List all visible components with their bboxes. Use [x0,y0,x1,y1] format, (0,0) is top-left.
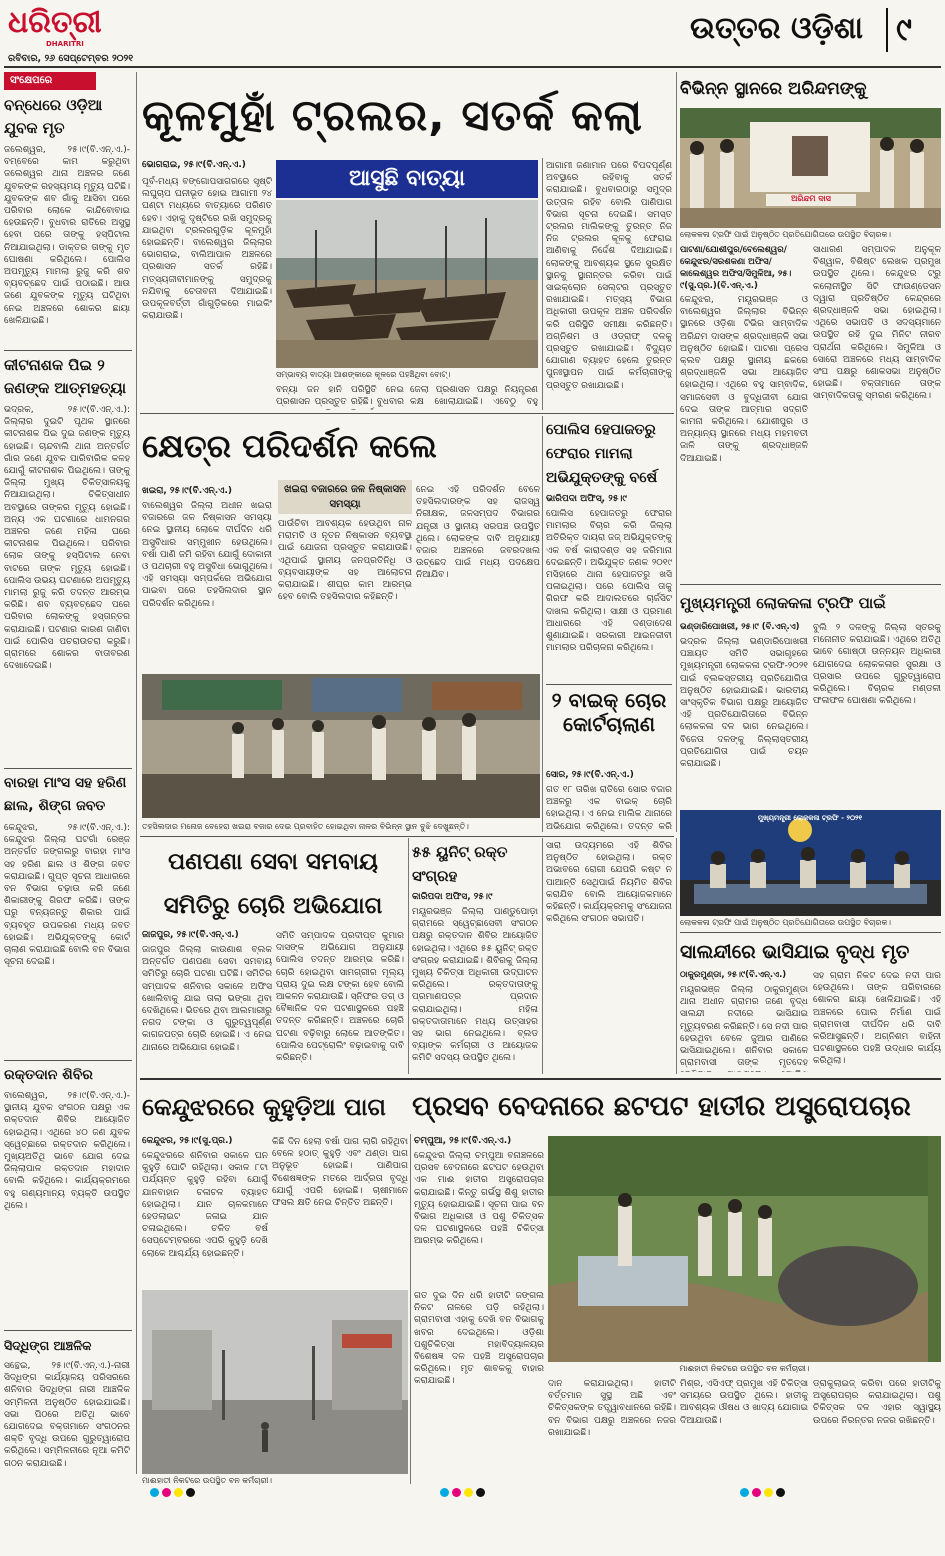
brief-headline-4: ରକ୍ତଦାନ ଶିବିର [4,1067,93,1083]
lead1-dateline: ଭୋଗରାଇ, ୨୫।୯(ବି.ଏନ୍‌.ଏ.) [142,160,246,170]
magenta-reg-mark-3 [752,1488,761,1497]
blood-collection-body-1: ମୟୂରଭଞ୍ଜ ଜିଲ୍ଲା ପାଣ୍ଡୁପୋଡ଼ା ଗ୍ରାମରେ ସ୍ୱେଚ୍ଛାସେବୀ ସଂଗଠନ ପକ୍ଷରୁ ରକ୍ତଦାନ ଶିବିର ଆୟୋଜିତ ହୋଇଥିଲା। ଏଥିରେ ୫୫ ୟୁନିଟ୍ ରକ୍ତ ସଂଗ୍ରହ କରାଯାଇଛି। ଶିବିରକୁ ଜିଲ୍ଲା ମୁଖ୍ୟ ଚିକିତ୍ସା ଅଧିକାରୀ ଉଦ୍‌ଘାଟନ କରିଥିଲେ। ରକ୍ତଦାତାଙ୍କୁ ପ୍ରମାଣପତ୍ର ପ୍ରଦାନ କରାଯାଇଥିଲା। ମହିଳା ରକ୍ତଦାତାମାନେ ମଧ୍ୟ ଉତ୍ସାହର ସହ ଭାଗ ନେଇଥିଲେ। ବ୍ଲଡ ବ୍ୟାଙ୍କ କର୍ମଚାରୀ ଓ ଆୟୋଜକ କମିଟି ସଦସ୍ୟ ଉପସ୍ଥିତ ଥିଲେ। [412,907,538,1064]
blood-collection-headline: ୫୫ ୟୁନିଟ୍ ରକ୍ତ ସଂଗ୍ରହ [412,843,508,885]
yellow-reg-mark-3 [764,1488,773,1497]
tribute-body-1: କେନ୍ଦୁଝର, ମୟୂରଭଞ୍ଜ ଓ ବାଲେଶ୍ୱର ଜିଲ୍ଲାର ବିଭିନ୍ନ ସ୍ଥାନରେ ଓଡ଼ିଶା ଟିଭିର ସାମ୍ବାଦିକ ଅରିନ୍ଦମ ଦାସଙ୍କ ଶ୍ରଦ୍ଧାଞ୍ଜଳି ସଭା ଅନୁଷ୍ଠିତ ହୋଇଛି। ପାଟଣା ପ୍ରେସ କ୍ଲବ ପକ୍ଷରୁ ସ୍ଥାନୀୟ ଛକରେ ଶ୍ରଦ୍ଧାଞ୍ଜଳି ସଭା ଆୟୋଜିତ ହୋଇଥିଲା। ଏଥିରେ ବହୁ ସାମ୍ବାଦିକ, ସମାଜସେବୀ ଓ ବୁଦ୍ଧିଜୀବୀ ଯୋଗ ଦେଇ ତାଙ୍କ ଆତ୍ମାର ସଦ୍ଗତି କାମନା କରିଥିଲେ। ଯୋଶୀପୁର ଓ ଅନ୍ୟାନ୍ୟ ସ୍ଥାନରେ ମଧ୍ୟ ମହମବତୀ ଜାଳି ତାଙ୍କୁ ଶ୍ରଦ୍ଧାଞ୍ଜଳି ଦିଆଯାଇଛି। [680,295,808,464]
trawler-photo-caption: ସମ୍ଭାବ୍ୟ ବାତ୍ୟା ଆଶଙ୍କାରେ କୂଳରେ ପହଞ୍ଚିଥିବା ବୋଟ୍‌। [276,370,451,379]
blood-collection-dateline: କାରିପଦା ଅଫିସ, ୨୫।୯ [412,892,493,902]
lead1-body-3: ଜେଲା ପ୍ରଶାସନ ପକ୍ଷରୁ ନିୟନ୍ତ୍ରଣ କକ୍ଷ ଖୋଲାଯାଇଛି। ଏବେଠୁ ବହୁ [410,385,538,408]
fog-street-scene [142,1290,408,1474]
magenta-reg-mark-2 [452,1488,461,1497]
lead2-body-1: ବାଲେଶ୍ୱର ଜିଲ୍ଲା ଅଧୀନ ଖଇରା ବଜାରରେ ଜଳ ନିଷ୍କାସନ ସମସ୍ୟା ନେଇ ସ୍ଥାନୀୟ ଲୋକେ ଦୀର୍ଘଦିନ ଧରି ଅସୁବିଧାର ସମ୍ମୁଖୀନ ହେଉଥିଲେ। ବର୍ଷା ପାଣି ଜମି ରହିବା ଯୋଗୁଁ ଦୋକାନୀ ଓ ପଥଚାରୀ ବହୁ ଅସୁବିଧା ଭୋଗୁଥିଲେ। ଏହି ସମସ୍ୟା ସମ୍ପର୍କରେ ଅଭିଯୋଗ ପାଇବା ପରେ ତହସିଲଦାର ସ୍ଥାନ ପରିଦର୍ଶନ କରିଥିଲେ। [142,501,272,609]
briefs-tag: ସଂକ୍ଷେପରେ [4,72,96,90]
brief-body-5: ସନ୍ଥେଇ, ୨୫।୯(ବି.ଏନ୍‌.ଏ.)-ନାରୀ ସିଦ୍ଧିଙ୍ଗ କାର୍ଯ୍ୟାଳୟ ପରିସରରେ ଶନିବାର ସିଦ୍ଧିଙ୍ଗ ନାରୀ ଆଞ୍ଚଳିକ ସମ୍ମିଳନୀ ଅନୁଷ୍ଠିତ ହୋଇଯାଇଛି। ସଭା ପିଠରେ ଅତିଥି ଭାବେ ଯୋଗଦେଇ ବକ୍ତାମାନେ ସଂଗଠନର ଶକ୍ତି ବୃଦ୍ଧି ଉପରେ ଗୁରୁତ୍ୱାରୋପ କରିଥିଲେ। ସମ୍ମିଳନୀରେ ନୂଆ କମିଟି ଗଠନ କରାଯାଇଛି। [4,1361,130,1469]
folk-art-photo [680,810,941,916]
fog-headline: କେନ୍ଦୁଝରରେ କୁହୁଡ଼ିଆ ପାଗ [142,1093,386,1121]
tahasildar-photo-caption: ତହସିଲଦାର ମନୋଜ ବେହେରା ଖଇରା ବଜାର ଦେଇ ପ୍ରବାହିତ ହୋଇଥିବା ନାଳର ବିଭିନ୍ନ ସ୍ଥାନ ବୁଝି ଦେଖୁଛନ୍ତି। [142,822,469,831]
brief-body-1: ଜଲେଶ୍ୱର, ୨୫।୯(ବି.ଏନ୍‌.ଏ.)-ବମ୍ବେରେ କାମ କରୁଥିବା ଜଲେଶ୍ୱର ଥାନା ଅଞ୍ଚଳର ଜଣେ ଯୁବକଙ୍କ ରହସ୍ୟମୟ ମୃତ୍ୟୁ ଘଟିଛି। ଯୁବକଙ୍କ ଶବ ଗାଁକୁ ଆସିବା ପରେ ପରିବାର ଲୋକେ କାନ୍ଦିବୋବାଇ ହେଉଛନ୍ତି। ବୁଧବାର ରାତିରେ ଅସୁସ୍ଥ ହେବା ପରେ ତାଙ୍କୁ ହସ୍ପିଟାଲ ନିଆଯାଇଥିଲା। ଡାକ୍ତର ତାଙ୍କୁ ମୃତ ଘୋଷଣା କରିଥିଲେ। ପୋଲିସ ଅପମୃତ୍ୟୁ ମାମଲା ରୁଜୁ କରି ଶବ ବ୍ୟବଚ୍ଛେଦ ପାଇଁ ପଠାଇଛି। ଆଉ ଜଣେ ଯୁବକଙ୍କ ମୃତ୍ୟୁ ଘଟିଥିବା ନେଇ ଅଞ୍ଚଳରେ ଶୋକର ଛାୟା ଖେଳିଯାଇଛି। [4,145,130,326]
trawler-photo [276,200,538,368]
folk-art-stage-banner: ମୁଖ୍ୟମନ୍ତ୍ରୀ ଲୋକକଳା ଟ୍ରଫି - ୨୦୨୧ [757,814,863,822]
fog-body-2: କିଛି ଦିନ ହେଲା ବର୍ଷା ପାଗ ଲାଗି ରହିଥିବା ବେଳେ ହଠାତ୍ କୁହୁଡ଼ି ଏବଂ ଥଣ୍ଡା ପାଗ ଅନୁଭୂତ ହୋଇଛି। ପାଣିପାଗ ବିଶେଷଜ୍ଞଙ୍କ ମତରେ ଆର୍ଦ୍ରତା ବୃଦ୍ଧି ଯୋଗୁଁ ଏପରି ହୋଇଛି। ଚାଷୀମାନେ ଫସଲ କ୍ଷତି ନେଇ ଚିନ୍ତିତ ଅଛନ୍ତି। [272,1137,408,1209]
coop-theft-body-1: ଜାଜପୁର ଜିଲ୍ଲା କାଉଣାଶ ବ୍ଲକ ଅନ୍ତର୍ଗତ ପଣପଣା ସେବା ସମବାୟ ସମିତିରୁ ଚୋରି ଘଟଣା ଘଟିଛି। ସମିତିର ସମ୍ପାଦକ ଶନିବାର ସକାଳେ ଅଫିସ ଖୋଲିବାକୁ ଯାଇ ତାଲା ଭଙ୍ଗା ଥିବା ଦେଖିଥିଲେ। ଭିତରେ ଥିବା ଆଲମାରୀରୁ ନଗଦ ଟଙ୍କା ଓ ଗୁରୁତ୍ୱପୂର୍ଣ୍ଣ କାଗଜପତ୍ର ଚୋରି ହୋଇଛି। ଏ ନେଇ ଥାନାରେ ଅଭିଯୋଗ ହୋଇଛି। [142,945,272,1053]
tahasildar-photo [142,674,540,818]
issue-date: ରବିବାର, ୨୬ ସେପ୍ଟେମ୍ବର ୨୦୨୧ [8,53,134,64]
black-reg-mark [186,1488,195,1497]
lead-headline-1: କୂଳମୁହାଁ ଟ୍ରଲର, ସତର୍କ କଲା [142,91,643,141]
fog-body-1: କେନ୍ଦୁଝରରେ ଶନିବାର ସକାଳେ ଘନ କୁହୁଡ଼ି ଘୋଟି ରହିଥିଲା। ସକାଳ ୮ଟା ପର୍ଯ୍ୟନ୍ତ କୁହୁଡ଼ି ରହିବା ଯୋଗୁଁ ଯାନବାହାନ ଚଳାଚଳ ବ୍ୟାହତ ହୋଇଥିଲା। ଯାନ ଚାଳକମାନେ ହେଡଲାଇଟ ଜଳାଇ ଯାନ ଚଳାଇଥିଲେ। ଚଳିତ ବର୍ଷ ସେପ୍ଟେମ୍ବରରେ ଏପରି କୁହୁଡ଼ି ଦେଖି ଲୋକେ ଆଶ୍ଚର୍ଯ୍ୟ ହୋଇଛନ୍ତି। [142,1151,268,1259]
drowning-body-2: ସହ ଗ୍ରାମ ନିକଟ ଦେଇ ନଦୀ ପାର ହେଉଥିଲେ। ତାଙ୍କ ପରିବାରରେ ଶୋକର ଛାୟା ଖେଳିଯାଇଛି। ଏହି ଅଞ୍ଚଳରେ ପୋଲ ନିର୍ମାଣ ପାଇଁ ଗ୍ରାମବାସୀ ଦୀର୍ଘଦିନ ଧରି ଦାବି କରିଆସୁଛନ୍ତି। ଅଗ୍ନିଶମ ବାହିନୀ ଘଟଣାସ୍ଥଳରେ ପହଞ୍ଚି ଉଦ୍ଧାର କାର୍ଯ୍ୟ କରିଥିଲା। [813,971,941,1067]
black-reg-mark-2 [476,1488,485,1497]
brief-headline-1: ବନ୍ଧେରେ ଓଡ଼ିଆ ଯୁବକ ମୃତ [4,96,103,137]
brief-body-4: ବାଲେଶ୍ୱର, ୨୫।୯(ବି.ଏନ୍‌.ଏ.)-ସ୍ଥାନୀୟ ଯୁବକ ସଂଗଠନ ପକ୍ଷରୁ ଏକ ରକ୍ତଦାନ ଶିବିର ଆୟୋଜିତ ହୋଇଥିଲା। ଏଥିରେ ୪୦ ଜଣ ଯୁବକ ସ୍ୱେଚ୍ଛାରେ ରକ୍ତଦାନ କରିଥିଲେ। ମୁଖ୍ୟଅତିଥି ଭାବେ ଯୋଗ ଦେଇ ଜିଲ୍ଲାପାଳ ରକ୍ତଦାନ ମହାଦାନ ବୋଲି କହିଥିଲେ। କାର୍ଯ୍ୟକ୍ରମରେ ବହୁ ଗଣ୍ୟମାନ୍ୟ ବ୍ୟକ୍ତି ଉପସ୍ଥିତ ଥିଲେ। [4,1091,130,1211]
lead1-body-4: ଆଗାମୀ ଜଣାମାନ ପରେ ବିପଦପୂର୍ଣ୍ଣ ଅବସ୍ଥାରେ ରହିବାକୁ ସତର୍କ କରାଯାଇଛି। ବୁଧବାରଠାରୁ ସମୁଦ୍ର ଉତ୍ତାଳ ରହିବ ବୋଲି ପାଣିପାଗ ବିଭାଗ ସୂଚନା ଦେଇଛି। ସମସ୍ତ ଟ୍ରଲର ମାଲିକଙ୍କୁ ତୁରନ୍ତ ନିଜ ନିଜ ଟ୍ରଲର କୂଳକୁ ଫେରାଇ ଆଣିବାକୁ ନିର୍ଦ୍ଦେଶ ଦିଆଯାଇଛି। ଲୋକଙ୍କୁ ଆବଶ୍ୟକ ସ୍ଥଳେ ସୁରକ୍ଷିତ ସ୍ଥାନକୁ ସ୍ଥାନାନ୍ତର କରିବା ପାଇଁ ସାଇକ୍ଲୋନ ସେଲ୍‌ଟର ପ୍ରସ୍ତୁତ ରଖାଯାଇଛି। ମତ୍ସ୍ୟ ବିଭାଗ ଅଧିକାରୀ ଉପକୂଳ ଅଞ୍ଚଳ ପରିଦର୍ଶନ କରି ପରିସ୍ଥିତି ସମୀକ୍ଷା କରିଛନ୍ତି। ଅଗ୍ନିଶମ ଓ ଓଡ୍ରାଫ୍ ଦଳକୁ ପ୍ରସ୍ତୁତ ରଖାଯାଇଛି। ବିଦ୍ୟୁତ ଯୋଗାଣ ବ୍ୟାହତ ହେଲେ ତୁରନ୍ତ ପୁନଃସ୍ଥାପନ ପାଇଁ କର୍ମଚାରୀଙ୍କୁ ପ୍ରସ୍ତୁତ ରଖାଯାଇଛି। [546,161,672,391]
folk-art-body-1: ଭଦ୍ରକ ଜିଲ୍ଲା ଭଣ୍ଡାରିପୋଖରୀ ପଞ୍ଚାୟତ ସମିତି ସଭାଗୃହରେ ମୁଖ୍ୟମନ୍ତ୍ରୀ ଲୋକକଳା ଟ୍ରଫି-୨୦୨୧ ପାଇଁ ବ୍ଲକସ୍ତରୀୟ ପ୍ରତିଯୋଗିତା ଅନୁଷ୍ଠିତ ହୋଇଯାଇଛି। ଭାରତୀୟ ସାଂସ୍କୃତିକ ବିଭାଗ ପକ୍ଷରୁ ଆୟୋଜିତ ଏହି ପ୍ରତିଯୋଗିତାରେ ବିଭିନ୍ନ ଲୋକକଳା ଦଳ ଭାଗ ନେଇଥିଲେ। ବିଜେତା ଦଳଙ୍କୁ ଜିଲ୍ଲାସ୍ତରୀୟ ପ୍ରତିଯୋଗିତା ପାଇଁ ଚୟନ କରାଯାଇଛି। [680,637,808,770]
brief-headline-3: ବାରହା ମାଂସ ସହ ହରିଣ ଛାଲ, ଶିଙ୍ଗ ଜବତ [4,775,127,814]
coop-theft-dateline: ଜାଜପୁର, ୨୫।୯(ବି.ଏନ୍‌.ଏ.) [142,930,239,940]
elephant-body-4: ମିଶ୍ର, ଏସିଏଫ୍‌ ପ୍ରମୁଖ ଏହି ଚିକିତ୍ସା ସମୟରେ ଉପସ୍ଥିତ ଥିଲେ। ହାତୀକୁ ଆବଶ୍ୟକ ଔଷଧ ଓ ଖାଦ୍ୟ ଯୋଗାଇ ଦିଆଯାଉଛି। [680,1379,808,1426]
yellow-reg-mark [174,1488,183,1497]
tribute-banner-text: ଅରିନ୍ଦମ ଦାସ [766,194,856,206]
cyan-reg-mark [150,1488,159,1497]
fog-photo [142,1290,408,1474]
briefs-column [4,72,132,1472]
trawler-scene [276,200,538,368]
lead1-body-2: ବନ୍ୟା ଜନ ହାନି ପରିସ୍ଥିତି ନେଇ ପ୍ରଶାସନ ପ୍ରସ୍ତୁତ ରହିଛି। ବୁଧବାର [276,385,404,408]
section-title: ଉତ୍ତର ଓଡ଼ିଶା [690,11,864,46]
cyclone-banner: ଆସୁଛି ବାତ୍ୟା [276,160,538,198]
drowning-dateline: ଠାକୁରମୁଣ୍ଡା, ୨୫।୯(ବି.ଏନ୍‌.ଏ.) [680,970,787,980]
elephant-body-2: ଗତ ଦୁଇ ଦିନ ଧରି ହାତୀଟି ଜଙ୍ଗଲ ନିକଟ ନାଳରେ ପଡ଼ି ରହିଥିଲା। ଗ୍ରାମବାସୀ ଏହାକୁ ଦେଖି ବନ ବିଭାଗକୁ ଖବର ଦେଇଥିଲେ। ଓଡ଼ିଶା ପଶୁଚିକିତ୍ସା ମହାବିଦ୍ୟାଳୟର ବିଶେଷଜ୍ଞ ଦଳ ପହଞ୍ଚି ଅସ୍ତ୍ରୋପଚାର କରିଥିଲେ। ମୃତ ଶାବକକୁ ବାହାର କରାଯାଇଛି। [414,1291,544,1387]
logo: ଧରିତ୍ରୀ [8,5,102,40]
cyan-reg-mark-2 [440,1488,449,1497]
bike-thief-headline: ୨ ବାଇକ୍ ଚୋର କୋର୍ଟଚାଲାଣ [551,688,667,736]
elephant-dateline: ଚମ୍ପୁଆ, ୨୫।୯(ବି.ଏନ୍‌.ଏ.) [414,1136,512,1146]
drowning-body-1: ମୟୂରଭଞ୍ଜ ଜିଲ୍ଲା ଠାକୁରମୁଣ୍ଡା ଥାନା ଅଧୀନ ଗ୍ରାମର ଜଣେ ବୃଦ୍ଧ ସାଲନ୍ଦୀ ନଦୀରେ ଭାସିଯାଇ ମୃତ୍ୟୁବରଣ କରିଛନ୍ତି। ସେ ନଦୀ ପାର ହେଉଥିବା ବେଳେ ଜୁଆର ପାଣିରେ ଭାସିଯାଇଥିଲେ। ଶନିବାର ସକାଳେ ଗ୍ରାମବାସୀ ତାଙ୍କ ମୃତଦେହ [680,985,808,1069]
tribute-photo [680,108,941,228]
brief-body-3: କେନ୍ଦୁଝର, ୨୫।୯(ବି.ଏନ୍‌.ଏ.): କେନ୍ଦୁଝର ଜିଲ୍ଲା ଘଟଗାଁ ରେଞ୍ଜ ଅନ୍ତର୍ଗତ ଜଙ୍ଗଲରୁ ବାରହା ମାଂସ ସହ ହରିଣ ଛାଲ ଓ ଶିଙ୍ଗ ଜବତ କରାଯାଇଛି। ଗୁପ୍ତ ସୂଚନା ଆଧାରରେ ବନ ବିଭାଗ ଚଢ଼ାଉ କରି ଜଣେ ଶିକାରୀଙ୍କୁ ଗିରଫ କରିଛି। ତାଙ୍କ ଘରୁ ବନ୍ୟଜନ୍ତୁ ଶିକାର ପାଇଁ ବ୍ୟବହୃତ ଉପକରଣ ମଧ୍ୟ ଜବତ ହୋଇଛି। ଅଭିଯୁକ୍ତଙ୍କୁ କୋର୍ଟ ଚାଲାଣ କରାଯାଇଛି ବୋଲି ବନ ବିଭାଗ ସୂଚନା ଦେଇଛି। [4,823,130,968]
blood-collection-body-2: ସାରା ଉଦ୍ୟମରେ ଏହି ଶିବିର ଅନୁଷ୍ଠିତ ହୋଇଥିଲା। ରକ୍ତ ଅଭାବରେ ରୋଗୀ ଯେପରି କଷ୍ଟ ନ ପାଆନ୍ତି ସେଥିପାଇଁ ନିୟମିତ ଶିବିର କରାଯିବ ବୋଲି ଆୟୋଜକମାନେ କହିଛନ୍ତି। କାର୍ଯ୍ୟକ୍ରମକୁ ସଂଯୋଜନା କରିଥିଲେ ସଂଗଠନ ସଭାପତି। [546,841,672,925]
elephant-photo-caption: ମାଈହାତୀ ନିକଟରେ ଉପସ୍ଥିତ ବନ କର୍ମଚାରୀ। [679,1364,810,1373]
escape-body: ପୋଲିସ ହେପାଜତରୁ ଫେରାର ମାମଲାର ବିଚାର କରି ଜିଲ୍ଲା ଅତିରିକ୍ତ ଦାୟରା ଜଜ୍‌ ଅଭିଯୁକ୍ତଙ୍କୁ ଏକ ବର୍ଷ କାରାଦଣ୍ଡ ସହ ଜରିମାନା ଦେଇଛନ୍ତି। ଅଭିଯୁକ୍ତ ଜଣକ ୨୦୧୯ ମସିହାରେ ଥାନା ହେପାଜତରୁ ଖସି ପଳାଇଥିଲା। ପରେ ପୋଲିସ ତାକୁ ଗିରଫ କରି ଆଦାଲତରେ ଚାର୍ଜସିଟ ଦାଖଲ କରିଥିଲା। ସାକ୍ଷୀ ଓ ପ୍ରମାଣ ଆଧାରରେ ଏହି ଦଣ୍ଡାଦେଶ ଶୁଣାଯାଇଛି। ସରକାରୀ ଆଇନଜୀବୀ ମାମଲାର ପରିଚାଳନା କରିଥିଲେ। [546,509,672,654]
elephant-photo [548,1136,941,1362]
escape-headline: ପୋଲିସ ହେପାଜତରୁ ଫେରାର ମାମଲା ଅଭିଯୁକ୍ତଙ୍କୁ ବର୍ଷେ [546,422,658,486]
elephant-body-1: କେନ୍ଦୁଝର ଜିଲ୍ଲା ଚମ୍ପୁଆ ବନାଞ୍ଚଳରେ ପ୍ରସବ ବେଦନାରେ ଛଟପଟ ହେଉଥିବା ଏକ ମାଈ ହାତୀର ଅସ୍ତ୍ରୋପଚାର କରାଯାଇଛି। କିନ୍ତୁ ଗର୍ଭସ୍ଥ ଶିଶୁ ହାତୀର ମୃତ୍ୟୁ ହୋଇଯାଇଛି। ସୂଚନା ପାଇ ବନ ବିଭାଗ ଅଧିକାରୀ ଓ ପଶୁ ଚିକିତ୍ସକ ଦଳ ଘଟଣାସ୍ଥଳରେ ପହଞ୍ଚି ଚିକିତ୍ସା ଆରମ୍ଭ କରିଥିଲେ। [414,1151,544,1247]
coop-theft-body-2: ସମିତି ସମ୍ପାଦକ ପ୍ରଦୀପ୍ତ କୁମାର ଦାସଙ୍କ ଅଭିଯୋଗ ଅନୁଯାୟୀ ପୋଲିସ ତଦନ୍ତ ଆରମ୍ଭ କରିଛି। ଚୋରି ହୋଇଥିବା ସାମଗ୍ରୀର ମୂଲ୍ୟ ପ୍ରାୟ ଦୁଇ ଲକ୍ଷ ଟଙ୍କା ହେବ ବୋଲି ଆକଳନ କରାଯାଉଛି। ସ୍ନିଫର ଡଗ୍ ଓ ବୈଜ୍ଞାନିକ ଦଳ ଘଟଣାସ୍ଥଳରେ ପହଞ୍ଚି ତଦନ୍ତ କରିଛନ୍ତି। ଅଞ୍ଚଳରେ ଚୋରି ଘଟଣା ବଢ଼ିବାରୁ ଲୋକେ ଆତଙ୍କିତ। ପୋଲିସ ପେଟ୍ରୋଲିଂ ବଢ଼ାଇବାକୁ ଦାବି କରିଛନ୍ତି। [276,931,404,1064]
bike-thief-body: ଗତ ୧୮ ତାରିଖ ରାତିରେ ସୋର ବଜାର ଅଞ୍ଚଳରୁ ଏକ ବାଇକ୍ ଚୋରି ହୋଇଥିଲା। ଏ ନେଇ ମାଲିକ ଥାନାରେ ଅଭିଯୋଗ କରିଥିଲେ। ତଦନ୍ତ କରି [546,785,672,832]
market-scene [142,674,540,818]
tribute-scene [680,108,941,228]
tribute-headline: ବିଭିନ୍ନ ସ୍ଥାନରେ ଅରିନ୍ଦମଙ୍କୁ [680,79,867,99]
magenta-reg-mark [162,1488,171,1497]
masthead [0,0,945,68]
drowning-headline: ସାଲନ୍ଦୀରେ ଭାସିଯାଇ ବୃଦ୍ଧ ମୃତ [680,941,910,963]
lead1-body-1: ପୂର୍ବ-ମଧ୍ୟ ବଙ୍ଗୋପସାଗରରେ ସୃଷ୍ଟି ଲଘୁଚାପ ଘନୀଭୂତ ହୋଇ ଆଗାମୀ ୨୪ ଘଣ୍ଟା ମଧ୍ୟରେ ବାତ୍ୟାରେ ପରିଣତ ହେବ। ଏହାକୁ ଦୃଷ୍ଟିରେ ରଖି ସମୁଦ୍ରକୁ ଯାଇଥିବା ଟ୍ରଲରଗୁଡ଼ିକ କୂଳମୁହାଁ ହୋଇଛନ୍ତି। ବାଲେଶ୍ୱର ଜିଲ୍ଲାର ଭୋଗରାଇ, ବାଲିଆପାଳ ଅଞ୍ଚଳରେ ପ୍ରଶାସନ ସତର୍କ ରହିଛି। ମତ୍ସ୍ୟଜୀବୀମାନଙ୍କୁ ସମୁଦ୍ରକୁ ନଯିବାକୁ ଚେତାବନୀ ଦିଆଯାଇଛି। ଉପକୂଳବର୍ତ୍ତୀ ଗାଁଗୁଡ଼ିକରେ ମାଇକିଂ କରାଯାଉଛି। [142,177,272,322]
registration-strip [0,1486,945,1498]
folk-art-photo-caption: ଲୋକକଳା ଟ୍ରଫି ପାଇଁ ଅନୁଷ୍ଠିତ ପ୍ରତିଯୋଗିତାରେ ଉପସ୍ଥିତ ବିଚାରକ। [680,918,891,927]
elephant-headline: ପ୍ରସବ ବେଦନାରେ ଛଟପଟ ହାତୀର ଅସ୍ତ୍ରୋପଚାର [412,1091,911,1122]
cyan-reg-mark-3 [740,1488,749,1497]
folk-art-headline: ମୁଖ୍ୟମନ୍ତ୍ରୀ ଲୋକକଳା ଟ୍ରଫି ପାଇଁ [680,594,886,612]
tribute-photo-caption: ଲୋକକଳା ଟ୍ରଫି ପାଇଁ ଅନୁଷ୍ଠିତ ପ୍ରତିଯୋଗିତାରେ ଉପସ୍ଥିତ ବିଚାରକ। [680,230,891,239]
brief-headline-2: କୀଟନାଶକ ପିଇ ୨ ଜଣଙ୍କ ଆତ୍ମହତ୍ୟା [4,356,127,397]
black-reg-mark-3 [776,1488,785,1497]
lead2-body-2: ପାଉଁଚିବା ଆବଶ୍ୟକ ହେଉଥିବା ନାଳ ମରାମତି ଓ ନୂତନ ନିଷ୍କାସନ ବ୍ୟବସ୍ଥା ପାଇଁ ଯୋଜନା ପ୍ରସ୍ତୁତ କରାଯାଉଛି। ଏଥିପାଇଁ ସ୍ଥାନୀୟ ଜନପ୍ରତିନିଧି ଓ ବ୍ୟବସାୟୀଙ୍କ ସହ ଆଲୋଚନା କରାଯାଇଛି। ଶୀଘ୍ର କାମ ଆରମ୍ଭ ହେବ ବୋଲି ତହସିଲଦାର କହିଛନ୍ତି। [278,519,412,603]
lead-headline-2: କ୍ଷେତ୍ର ପରିଦର୍ଶନ କଲେ [142,427,437,465]
tribute-body-2: ସାଧାରଣ ସମ୍ପାଦକ ଅନୁକୂଳ ବିଶ୍ୱାଳ, ବିଶିଷ୍ଟ ଲେଖକ ପ୍ରମୁଖ ଉପସ୍ଥିତ ଥିଲେ। କେନ୍ଦୁଝର ଟ୍ରୁ କଲୋନୀସ୍ଥିତ ସିଟି ଫାଉଣ୍ଡେସନ ଦ୍ୱାରା ପ୍ରତିଷ୍ଠିତ କେନ୍ଦ୍ରରେ ଶ୍ରଦ୍ଧାଞ୍ଜଳି ସଭା ହୋଇଥିଲା। ଏଥିରେ ସଭାପତି ଓ ସଦସ୍ୟମାନେ ଉପସ୍ଥିତ ରହି ଦୁଇ ମିନିଟ ନୀରବ ପ୍ରାର୍ଥନା କରିଥିଲେ। ସିମୁଳିଆ ଓ ସୋରୋ ଅଞ୍ଚଳରେ ମଧ୍ୟ ସାମ୍ବାଦିକ ସଂଘ ପକ୍ଷରୁ ଶୋକସଭା ଅନୁଷ୍ଠିତ ହୋଇଛି। ବକ୍ତାମାନେ ତାଙ୍କ ସାମ୍ବାଦିକତାକୁ ସ୍ମରଣ କରିଥିଲେ। [813,245,941,402]
brief-headline-5: ସିଦ୍ଧିଙ୍ଗ ଆଞ୍ଚଳିକ [4,1338,92,1353]
elephant-body-5: ଡ୍ରାକୁଲାଇଜ୍‌ କରିବା ପରେ ହାତୀଟିକୁ ଅସ୍ତ୍ରୋପଚାର କରାଯାଇଥିଲା। ପଶୁ ଚିକିତ୍ସକ ଦଳ ଏହାର ସ୍ୱାସ୍ଥ୍ୟ ଉପରେ ନିରନ୍ତର ନଜର ରଖିଛନ୍ତି। [813,1379,941,1426]
lead2-dateline: ଖଇରା, ୨୫।୯(ବି.ଏନ୍‌.ଏ.) [142,486,233,496]
page-number: ୯ [896,10,912,48]
folk-art-dateline: ଭଣ୍ଡାରିପୋଖରୀ, ୨୫।୯ (ବି.ଏନ୍‌.ଏ) [680,622,800,632]
drainage-box: ଖଇରା ବଜାରରେ ଜଳ ନିଷ୍କାସନ ସମସ୍ୟା [278,480,412,514]
escape-dateline: ଭାରିପଦା ଅଫିସ୍‌, ୨୫।୯ [546,494,627,504]
folk-art-body-2: ବୁଲି ୨ ଦଳଙ୍କୁ ଜିଲ୍ଲା ସ୍ତରକୁ ମନୋନୀତ କରାଯାଇଛି। ଏଥିରେ ଅତିଥି ଭାବେ ଗୋଷ୍ଠୀ ଉନ୍ନୟନ ଅଧିକାରୀ ଯୋଗଦେଇ ଲୋକକଳାର ସୁରକ୍ଷା ଓ ପ୍ରସାର ଉପରେ ଗୁରୁତ୍ୱାରୋପ କରିଥିଲେ। ବିଚାରକ ମଣ୍ଡଳୀ ଫଳାଫଳ ଘୋଷଣା କରିଥିଲେ। [813,623,941,707]
logo-subtitle: DHARITRI [46,40,84,48]
elephant-scene [548,1136,941,1362]
lead2-body-3: ନେଇ ଏହି ପରିଦର୍ଶନ ବେଳେ ତହସିଲଦାରଙ୍କ ସହ ରାଜସ୍ୱ ନିରୀକ୍ଷକ, ଜଳସମ୍ପଦ ବିଭାଗର ଯନ୍ତ୍ରୀ ଓ ସ୍ଥାନୀୟ ସରପଞ୍ଚ ଉପସ୍ଥିତ ଥିଲେ। ଲୋକଙ୍କ ଦାବି ଅନୁଯାୟୀ ବଜାର ଅଞ୍ଚଳରେ ଜବରଦଖଲ ଉଚ୍ଛେଦ ପାଇଁ ମଧ୍ୟ ପଦକ୍ଷେପ ନିଆଯିବ। [416,485,540,581]
brief-body-2: ଭଦ୍ରକ, ୨୫।୯(ବି.ଏନ୍‌.ଏ.): ଜିଲ୍ଲାର ଦୁଇଟି ପୃଥକ ସ୍ଥାନରେ କୀଟନାଶକ ପିଇ ଦୁଇ ଜଣଙ୍କ ମୃତ୍ୟୁ ହୋଇଛି। ଚାନ୍ଦବାଲି ଥାନା ଅନ୍ତର୍ଗତ ଗାଁର ଜଣେ ଯୁବକ ପାରିବାରିକ କଳହ ଯୋଗୁଁ କୀଟନାଶକ ପିଇଥିଲେ। ତାଙ୍କୁ ଜିଲ୍ଲା ମୁଖ୍ୟ ଚିକିତ୍ସାଳୟକୁ ନିଆଯାଇଥିଲା। ଚିକିତ୍ସାଧୀନ ଅବସ୍ଥାରେ ତାଙ୍କର ମୃତ୍ୟୁ ହୋଇଛି। ଅନ୍ୟ ଏକ ଘଟଣାରେ ଧାମନଗର ଅଞ୍ଚଳର ଜଣେ ମହିଳା ଘରେ କୀଟନାଶକ ପିଇଥିଲେ। ପରିବାର ଲୋକ ତାଙ୍କୁ ହସ୍ପିଟାଲ ନେବା ବାଟରେ ତାଙ୍କ ମୃତ୍ୟୁ ହୋଇଛି। ପୋଲିସ ଉଭୟ ଘଟଣାରେ ଅପମୃତ୍ୟୁ ମାମଲା ରୁଜୁ କରି ତଦନ୍ତ ଆରମ୍ଭ କରିଛି। ଶବ ବ୍ୟବଚ୍ଛେଦ ପରେ ପରିବାର ଲୋକଙ୍କୁ ହସ୍ତାନ୍ତର କରାଯାଇଛି। ଘଟଣାର କାରଣ ଜାଣିବା ପାଇଁ ପୋଲିସ ପଚରାଉଚରା କରୁଛି। ଗ୍ରାମରେ ଶୋକର ବାତାବରଣ ଦେଖାଦେଇଛି। [4,405,130,672]
bike-thief-dateline: ସୋର, ୨୫।୯(ବି.ଏନ୍‌.ଏ.) [546,770,634,780]
fog-dateline: କେନ୍ଦୁଝର, ୨୫।୯(ସୁ.ପ୍ର.) [142,1136,233,1146]
tribute-dateline: ପାଟଣା/ଯୋଶୀପୁର/ବେଲେଶ୍ୱର/କେନ୍ଦୁଝର/ସରଶକଣା ଅଫିସ/କାଲେଶ୍ୱର ଅଫିସ/ସିମୁଳିଆ, ୨୫।୯(ସୁ.ପ୍ର.)(ବି.ଏନ୍‌.ଏ.) [680,245,792,291]
fog-photo-caption: ମାଈହାତୀ ନିକଟରେ ଉପସ୍ଥିତ ବନ କର୍ମଚାରୀ। [142,1476,272,1485]
yellow-reg-mark-2 [464,1488,473,1497]
coop-theft-headline: ପଣପଣା ସେବା ସମବାୟ ସମିତିରୁ ଚୋରି ଅଭିଯୋଗ [163,849,383,919]
elephant-body-3: ଦାନ କରାଯାଇଥିଲା। ହାତୀଟି ବର୍ତ୍ତମାନ ସୁସ୍ଥ ଅଛି ଏବଂ ଚିକିତ୍ସକଙ୍କ ତତ୍ତ୍ୱାବଧାନରେ ରହିଛି। ବନ ବିଭାଗ ପକ୍ଷରୁ ଅଞ୍ଚଳରେ ନଜର ରଖାଯାଇଛି। [548,1379,676,1438]
